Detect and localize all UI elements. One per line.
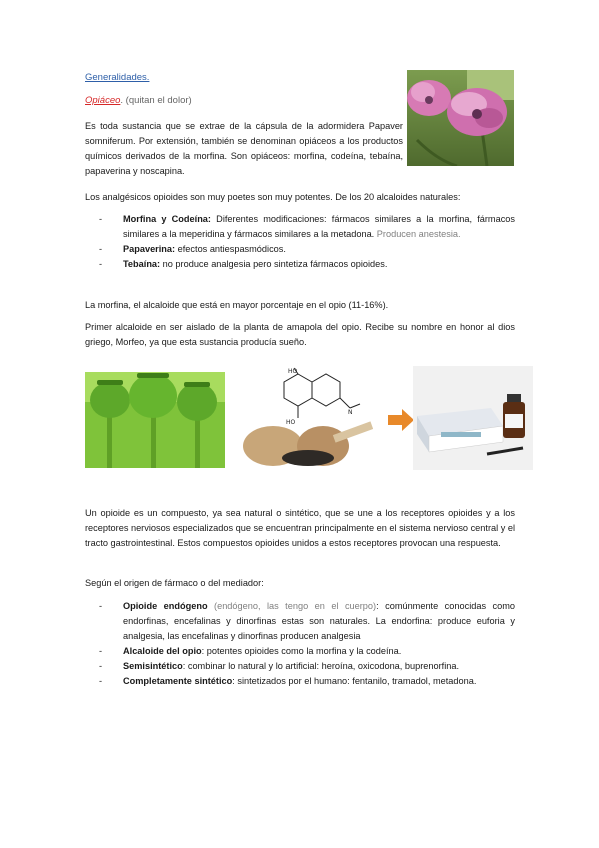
list-item: - Alcaloide del opio: potentes opioides como la morfina y la codeína. [99, 644, 515, 659]
section-heading: Generalidades. [85, 72, 150, 83]
svg-text:HO: HO [286, 419, 296, 426]
term-opiaceo: Opiáceo [85, 95, 121, 106]
paragraph-morpheus: Primer alcaloide en ser aislado de la planta de amapola del opio. Recibe su nombre en honor al dios griego, Morfeo, ya que esta sustancia producía sueño. [85, 322, 515, 347]
paragraph-origin: Según el origen de fármaco o del mediador: [85, 578, 264, 588]
paragraph-definition: Es toda sustancia que se extrae de la cápsula de la adormidera Papaver somniferum. Por extensión, también se denominan opiáceos a los productos químicos derivados de la morfina. Son opiáceos: morfina, codeína, tebaína, papaverina y noscapina. [85, 121, 403, 176]
term-note: . (quitan el dolor) [120, 95, 192, 106]
list-item: - Semisintético: combinar lo natural y lo artificial: heroína, oxicodona, buprenorfina. [99, 659, 515, 674]
list-item: - Opioide endógeno (endógeno, las tengo en el cuerpo): comúnmente conocidas como endorfinas, encefalinas y dinorfinas estas son naturales. La endorfina: produce euforia y analgesia, las encefalinas y dinorfinas producen analgesia [99, 599, 515, 644]
alkaloid-list [99, 212, 515, 272]
origin-list [99, 599, 515, 689]
paragraph-analgesics: Los analgésicos opioides son muy poetes son muy potentes. De los 20 alcaloides naturales: [85, 192, 461, 202]
poppy-pods-photo [85, 372, 225, 468]
morphine-structure-image [238, 366, 373, 470]
svg-text:HO: HO [288, 368, 298, 375]
list-item: - Papaverina: efectos antiespasmódicos. [99, 242, 515, 257]
list-item: - Morfina y Codeína: Diferentes modificaciones: fármacos similares a la morfina, fármacos similares a la meperidina y fármacos similares a la metadona. Producen anestesia. [99, 212, 515, 242]
morphine-product-photo [413, 366, 533, 470]
svg-text:N: N [348, 409, 353, 416]
paragraph-opioid-definition: Un opioide es un compuesto, ya sea natural o sintético, que se une a los receptores opioides y a los receptores nerviosos especializados que se encuentran principalmente en el sistema nervioso central y el tracto gastrointestinal. Estos compuestos opioides unidos a estos receptores provocan una respuesta. [85, 508, 516, 548]
arrow-right-icon [388, 408, 414, 432]
list-item: - Completamente sintético: sintetizados por el humano: fentanilo, tramadol, metadona. [99, 674, 515, 689]
paragraph-morphine-percentage: La morfina, el alcaloide que está en mayor porcentaje en el opio (11-16%). [85, 300, 389, 310]
poppy-flower-photo [407, 70, 514, 166]
list-item: - Tebaína: no produce analgesia pero sintetiza fármacos opioides. [99, 257, 515, 272]
subtitle [85, 95, 192, 106]
